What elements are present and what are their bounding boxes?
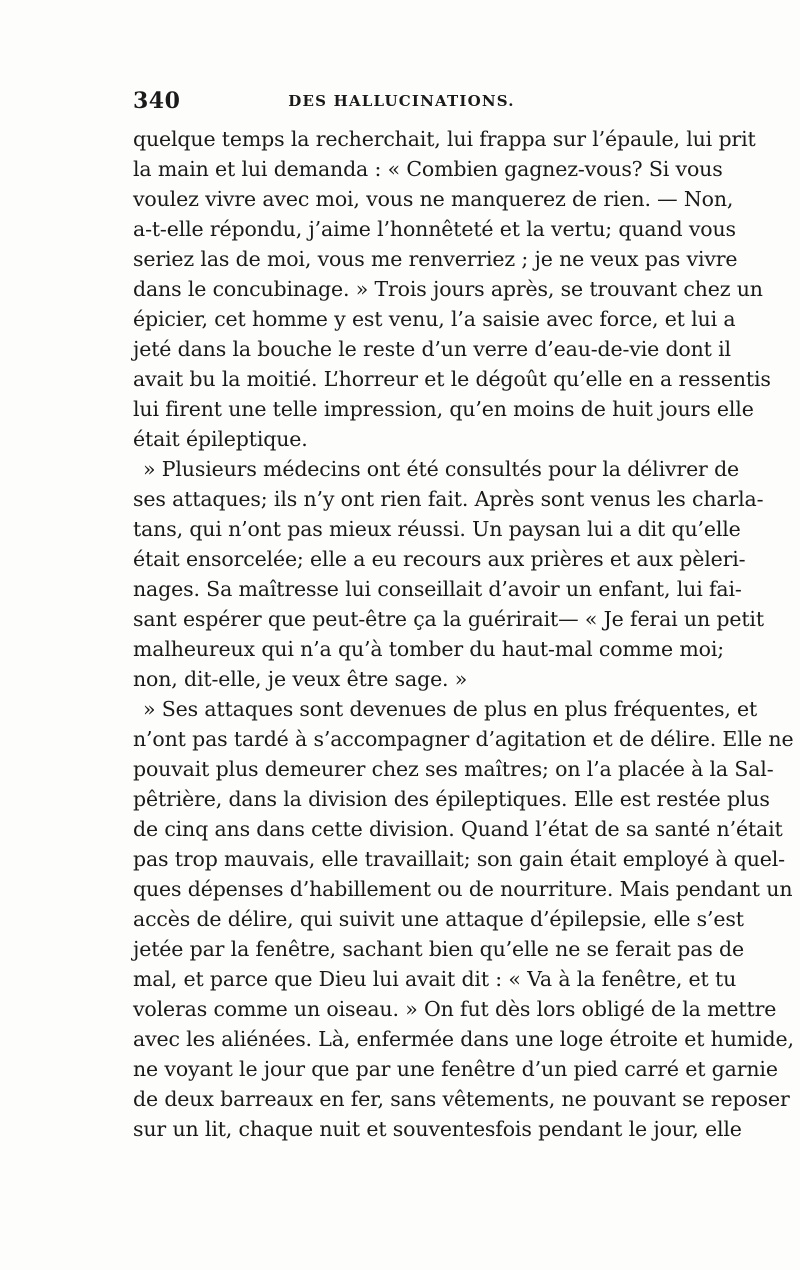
text-line: était épileptique. <box>133 427 308 451</box>
text-line: jetée par la fenêtre, sachant bien qu’elle ne se ferait pas de <box>133 937 744 961</box>
text-line: » Plusieurs médecins ont été consultés pour la délivrer de <box>143 457 740 481</box>
text-line: n’ont pas tardé à s’accompagner d’agitation et de délire. Elle ne <box>133 727 794 751</box>
running-head <box>133 88 670 118</box>
text-line: non, dit-elle, je veux être sage. » <box>133 667 468 691</box>
text-line: épicier, cet homme y est venu, l’a saisie avec force, et lui a <box>133 307 736 331</box>
text-line: lui firent une telle impression, qu’en moins de huit jours elle <box>133 397 754 421</box>
body-text <box>133 124 794 1144</box>
text-line: tans, qui n’ont pas mieux réussi. Un paysan lui a dit qu’elle <box>133 517 741 541</box>
text-line: sant espérer que peut-être ça la guérirait— « Je ferai un petit <box>133 607 764 631</box>
text-line: de cinq ans dans cette division. Quand l’état de sa santé n’était <box>133 817 783 841</box>
text-line: voulez vivre avec moi, vous ne manquerez de rien. — Non, <box>133 187 734 211</box>
text-line: ses attaques; ils n’y ont rien fait. Après sont venus les charla- <box>133 487 764 511</box>
text-line: mal, et parce que Dieu lui avait dit : « Va à la fenêtre, et tu <box>133 967 737 991</box>
running-title: DES HALLUCINATIONS. <box>288 92 515 110</box>
text-line: » Ses attaques sont devenues de plus en plus fréquentes, et <box>143 697 758 721</box>
page-number: 340 <box>133 88 181 114</box>
text-line: de deux barreaux en fer, sans vêtements, ne pouvant se reposer <box>133 1087 790 1111</box>
text-line: ne voyant le jour que par une fenêtre d’un pied carré et garnie <box>133 1057 778 1081</box>
text-line: quelque temps la recherchait, lui frappa sur l’épaule, lui prit <box>133 127 756 151</box>
text-line: avait bu la moitié. L’horreur et le dégoût qu’elle en a ressentis <box>133 367 771 391</box>
text-line: accès de délire, qui suivit une attaque d’épilepsie, elle s’est <box>133 907 744 931</box>
text-line: jeté dans la bouche le reste d’un verre d’eau-de-vie dont il <box>133 337 731 361</box>
text-line: la main et lui demanda : « Combien gagnez-vous? Si vous <box>133 157 723 181</box>
text-line: nages. Sa maîtresse lui conseillait d’avoir un enfant, lui fai- <box>133 577 742 601</box>
text-line: dans le concubinage. » Trois jours après, se trouvant chez un <box>133 277 763 301</box>
text-line: était ensorcelée; elle a eu recours aux prières et aux pèleri- <box>133 547 746 571</box>
text-line: pêtrière, dans la division des épileptiques. Elle est restée plus <box>133 787 770 811</box>
text-line: ques dépenses d’habillement ou de nourriture. Mais pendant un <box>133 877 793 901</box>
text-line: seriez las de moi, vous me renverriez ; je ne veux pas vivre <box>133 247 738 271</box>
text-line: voleras comme un oiseau. » On fut dès lors obligé de la mettre <box>133 997 777 1021</box>
text-line: pouvait plus demeurer chez ses maîtres; on l’a placée à la Sal- <box>133 757 774 781</box>
text-line: avec les aliénées. Là, enfermée dans une loge étroite et humide, <box>133 1027 794 1051</box>
text-line: a-t-elle répondu, j’aime l’honnêteté et la vertu; quand vous <box>133 217 736 241</box>
text-line: pas trop mauvais, elle travaillait; son gain était employé à quel- <box>133 847 785 871</box>
text-line: sur un lit, chaque nuit et souventesfois pendant le jour, elle <box>133 1117 742 1141</box>
text-line: malheureux qui n’a qu’à tomber du haut-mal comme moi; <box>133 637 725 661</box>
